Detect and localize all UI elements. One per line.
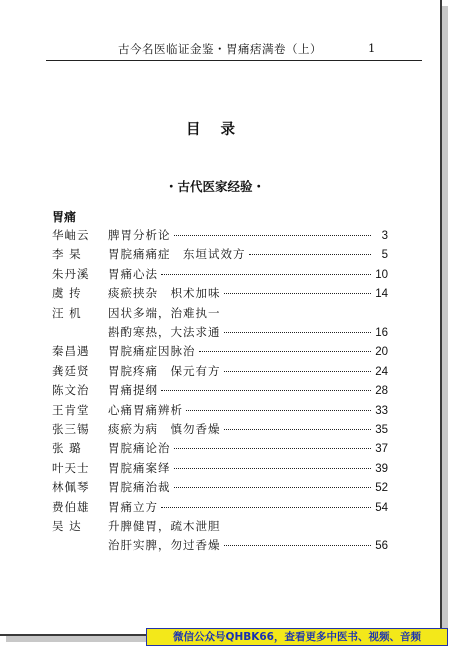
toc-entry-page: 37	[375, 443, 388, 456]
toc-entry-line	[108, 284, 388, 303]
header-rule	[46, 60, 422, 61]
toc-entry	[52, 381, 388, 399]
toc-entry-author: 汪 机	[52, 305, 82, 320]
toc-entry-title: 胃脘痛痛症 东垣试效方	[108, 247, 246, 262]
toc-entry-page: 33	[375, 404, 388, 417]
toc-entry	[52, 304, 388, 322]
toc-entry-line	[108, 362, 388, 381]
toc-dot-leader	[174, 487, 372, 488]
toc-entry-title: 胃痛心法	[108, 266, 158, 281]
toc-entry-line	[108, 478, 388, 497]
toc-dot-leader	[161, 507, 371, 508]
toc-entry-line	[108, 420, 388, 439]
toc-dot-leader	[224, 545, 372, 546]
toc-entry	[52, 498, 388, 516]
toc-entry-author: 林佩琴	[52, 480, 90, 495]
toc-entry-line	[108, 536, 388, 555]
toc-entry-page: 35	[375, 424, 388, 436]
toc-entry-line	[108, 226, 388, 245]
toc-entry-author: 朱丹溪	[52, 266, 90, 281]
toc-entry-page: 24	[375, 365, 388, 378]
toc-entry-title: 痰瘀为病 慎勿香燥	[108, 422, 221, 436]
toc-dot-leader	[224, 293, 372, 294]
toc-entry	[52, 226, 388, 244]
toc-dot-leader	[174, 235, 372, 236]
toc-entry-page: 54	[375, 501, 388, 514]
toc-entry	[52, 342, 388, 360]
category-heading: 胃痛	[52, 210, 77, 224]
toc-entry-title: 痰瘀挟杂 枳术加味	[108, 286, 221, 301]
toc-entry-line	[108, 245, 388, 264]
toc-entry	[52, 362, 388, 380]
toc-entry-author: 费伯雄	[52, 499, 90, 514]
toc-entry-author: 华岫云	[52, 228, 90, 242]
toc-entry-page: 52	[375, 482, 388, 495]
toc-entry	[52, 459, 388, 477]
toc-dot-leader	[249, 254, 372, 255]
toc-dot-leader	[186, 410, 371, 411]
toc-entry-line	[108, 381, 388, 400]
toc-entry-page: 28	[375, 385, 388, 398]
toc-entry-title: 心痛胃痛辨析	[108, 402, 183, 417]
toc-entry	[52, 245, 388, 263]
toc-entry	[52, 284, 388, 302]
toc-entry	[52, 517, 388, 535]
toc-entry-author: 吴 达	[52, 519, 82, 533]
toc-entry-title: 升脾健胃，疏木泄胆	[108, 519, 221, 533]
toc-entry-author: 陈文治	[52, 383, 90, 398]
toc-entry-line	[108, 265, 388, 284]
section-title: ・古代医家经验・	[165, 179, 266, 194]
toc-entry-line	[108, 401, 388, 420]
toc-entry	[52, 439, 388, 457]
toc-entry-line	[108, 517, 388, 535]
toc-entry-author: 虞 抟	[52, 286, 82, 301]
toc-entry-page: 14	[375, 288, 388, 301]
toc-entry-title: 胃痛提纲	[108, 383, 158, 398]
toc-entry-line	[108, 498, 388, 517]
contents-title: 目录	[186, 121, 255, 138]
toc-entry-page: 16	[375, 327, 388, 339]
toc-entry-author: 秦昌遇	[52, 344, 90, 359]
toc-entry-page: 20	[375, 346, 388, 359]
toc-entry	[52, 536, 388, 554]
toc-entry	[52, 420, 388, 438]
toc-dot-leader	[199, 351, 372, 352]
page-shadow-right	[442, 6, 448, 640]
toc-entry-page: 56	[375, 540, 388, 553]
toc-entry-author: 张三锡	[52, 422, 90, 436]
toc-entry-title: 胃脘痛症因脉治	[108, 344, 196, 359]
toc-entry-author: 叶天士	[52, 460, 90, 475]
toc-entry-author: 王肯堂	[52, 402, 90, 417]
toc-entry-title: 胃脘痛论治	[108, 441, 171, 456]
running-header-page-number: 1	[368, 41, 376, 55]
toc-entry-line	[108, 459, 388, 478]
toc-dot-leader	[161, 390, 371, 391]
toc-entry-title: 斟酌寒热，大法求通	[108, 325, 221, 339]
toc-entry-author: 张 璐	[52, 441, 82, 456]
toc-entry-page: 3	[381, 230, 388, 242]
toc-entry-title: 治肝实脾，勿过香燥	[108, 538, 221, 553]
toc-entry-page: 5	[381, 249, 388, 262]
toc-entry-title: 胃痛立方	[108, 499, 158, 514]
toc-entry-title: 胃脘疼痛 保元有方	[108, 363, 221, 378]
toc-entry-line	[108, 304, 388, 322]
toc-entry-title: 胃脘痛案绎	[108, 460, 171, 475]
toc-entry	[52, 478, 388, 496]
toc-dot-leader	[224, 332, 372, 333]
toc-dot-leader	[224, 371, 372, 372]
toc-entry	[52, 265, 388, 283]
toc-entry-title: 脾胃分析论	[108, 228, 171, 242]
toc-entry-line	[108, 323, 388, 342]
toc-entry-line	[108, 439, 388, 458]
watermark-banner: 微信公众号QHBK66，查看更多中医书、视频、音频	[146, 628, 448, 646]
toc-entry-line	[108, 342, 388, 361]
running-header-title: 古今名医临证金鉴・胃痛痞满卷（上）	[118, 42, 322, 56]
toc-dot-leader	[174, 448, 372, 449]
toc-entry-author: 龚廷贤	[52, 363, 90, 378]
toc-dot-leader	[174, 468, 372, 469]
toc-entry	[52, 323, 388, 341]
toc-entry-title: 因状多端，治难执一	[108, 305, 221, 320]
toc-entry-title: 胃脘痛治裁	[108, 480, 171, 495]
toc-entry-author: 李 杲	[52, 247, 82, 262]
toc-entry	[52, 401, 388, 419]
toc-dot-leader	[224, 429, 372, 430]
toc-dot-leader	[161, 274, 371, 275]
toc-entry-page: 10	[375, 268, 388, 281]
toc-entry-page: 39	[375, 462, 388, 475]
